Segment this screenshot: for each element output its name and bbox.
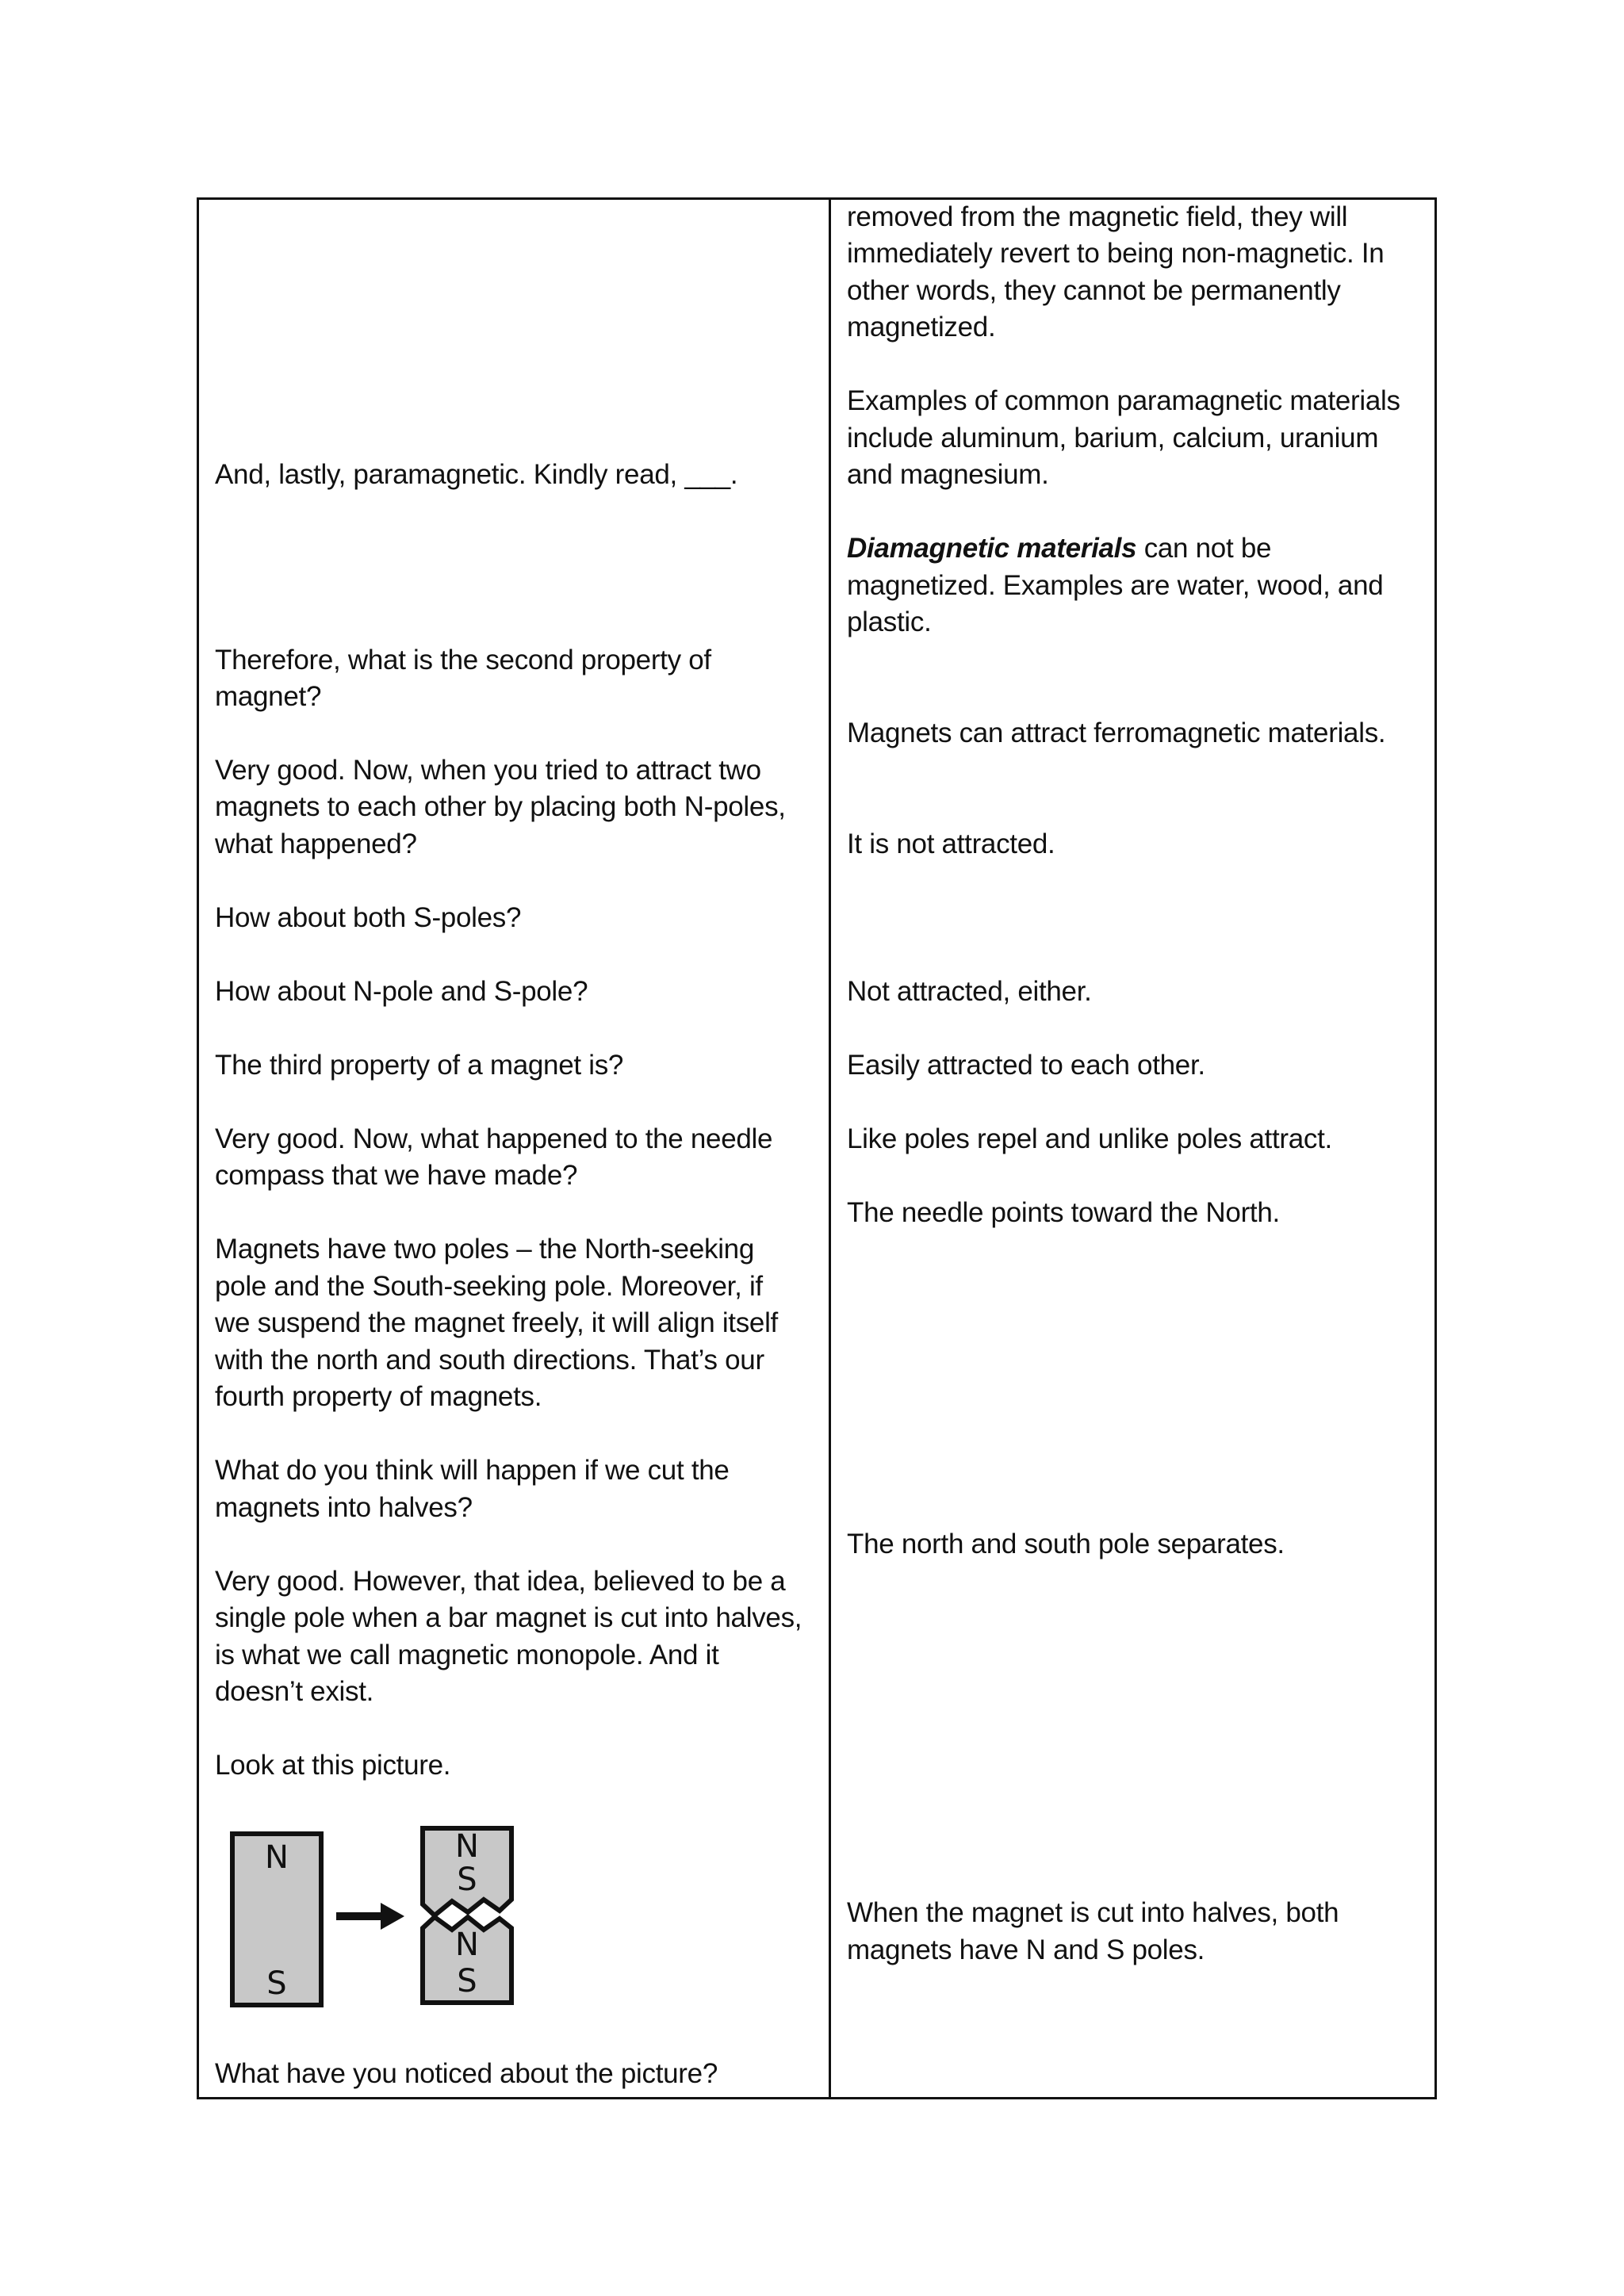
monopole-line-1: Very good. However, that idea, believed to be a bbox=[215, 1566, 786, 1597]
monopole-line-4: doesn’t exist. bbox=[215, 1676, 374, 1707]
n-poles-question-line-3: what happened? bbox=[215, 828, 417, 859]
two-poles-line-2: pole and the South-seeking pole. Moreover, if bbox=[215, 1271, 763, 1302]
second-property-question-line-2: magnet? bbox=[215, 681, 322, 712]
ns-poles-answer: Easily attracted to each other. bbox=[847, 1050, 1205, 1081]
diamagnetic-line-2: magnetized. Examples are water, wood, and bbox=[847, 570, 1384, 601]
look-at-picture: Look at this picture. bbox=[215, 1750, 451, 1781]
diamagnetic-term: Diamagnetic materials bbox=[847, 533, 1137, 564]
two-poles-line-4: with the north and south directions. That’s our bbox=[215, 1345, 764, 1376]
n-poles-question-line-1: Very good. Now, when you tried to attract two bbox=[215, 755, 761, 786]
magnet-cut-diagram bbox=[225, 1823, 519, 2014]
cut-halves-question-line-2: magnets into halves? bbox=[215, 1492, 473, 1523]
cut-halves-question-line-1: What do you think will happen if we cut the bbox=[215, 1455, 730, 1486]
noticed-answer-line-1: When the magnet is cut into halves, both bbox=[847, 1897, 1339, 1928]
paramagnetic-cont-line-4: magnetized. bbox=[847, 312, 996, 342]
diamagnetic-line-1 bbox=[847, 530, 1271, 568]
compass-question-line-2: compass that we have made? bbox=[215, 1160, 578, 1191]
upper-half-s-label: S bbox=[457, 1862, 477, 1898]
paramagnetic-examples-line-3: and magnesium. bbox=[847, 459, 1049, 490]
lower-half-s-label: S bbox=[457, 1963, 477, 1999]
whole-magnet-s-label: S bbox=[266, 1965, 287, 2002]
diamagnetic-rest: can not be bbox=[1136, 533, 1272, 564]
noticed-answer-line-2: magnets have N and S poles. bbox=[847, 1934, 1205, 1965]
third-property-question: The third property of a magnet is? bbox=[215, 1050, 624, 1081]
compass-answer: The needle points toward the North. bbox=[847, 1197, 1280, 1228]
two-poles-line-3: we suspend the magnet freely, it will align itself bbox=[215, 1307, 778, 1338]
n-poles-question-line-2: magnets to each other by placing both N-poles, bbox=[215, 791, 786, 822]
paramagnetic-cont-line-2: immediately revert to being non-magnetic. In bbox=[847, 238, 1385, 269]
upper-half-n-label: N bbox=[455, 1828, 479, 1865]
cut-answer: The north and south pole separates. bbox=[847, 1529, 1285, 1559]
compass-question-line-1: Very good. Now, what happened to the needle bbox=[215, 1123, 773, 1154]
paramagnetic-cont-line-3: other words, they cannot be permanently bbox=[847, 275, 1341, 306]
two-poles-line-1: Magnets have two poles – the North-seeking bbox=[215, 1234, 755, 1265]
s-poles-answer: Not attracted, either. bbox=[847, 976, 1092, 1007]
s-poles-question: How about both S-poles? bbox=[215, 902, 522, 933]
noticed-question: What have you noticed about the picture? bbox=[215, 2058, 718, 2089]
paramagnetic-examples-line-2: include aluminum, barium, calcium, uranium bbox=[847, 423, 1379, 453]
arrow-head-icon bbox=[381, 1903, 404, 1930]
ferromagnetic-answer: Magnets can attract ferromagnetic materials. bbox=[847, 718, 1386, 748]
lower-half-n-label: N bbox=[455, 1927, 479, 1963]
monopole-line-2: single pole when a bar magnet is cut into halves, bbox=[215, 1602, 802, 1633]
diamagnetic-line-3: plastic. bbox=[847, 607, 932, 637]
paramagnetic-examples-line-1: Examples of common paramagnetic materials bbox=[847, 385, 1400, 416]
ns-poles-question: How about N-pole and S-pole? bbox=[215, 976, 588, 1007]
n-poles-answer: It is not attracted. bbox=[847, 828, 1055, 859]
second-property-question-line-1: Therefore, what is the second property of bbox=[215, 645, 711, 675]
two-poles-line-5: fourth property of magnets. bbox=[215, 1381, 542, 1412]
third-property-answer: Like poles repel and unlike poles attract. bbox=[847, 1123, 1332, 1154]
whole-magnet-n-label: N bbox=[265, 1839, 289, 1876]
column-divider bbox=[829, 197, 831, 2099]
paramagnetic-cont-line-1: removed from the magnetic field, they will bbox=[847, 201, 1348, 232]
monopole-line-3: is what we call magnetic monopole. And it bbox=[215, 1640, 719, 1670]
paramagnetic-prompt: And, lastly, paramagnetic. Kindly read, ___. bbox=[215, 459, 738, 490]
